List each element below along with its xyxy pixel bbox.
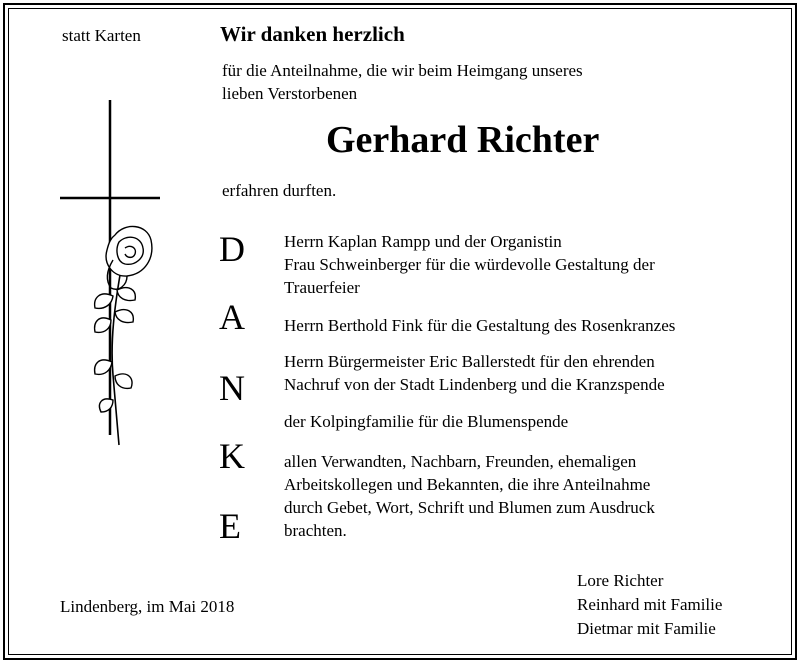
danke-letter-k: K <box>219 436 245 476</box>
thanks-entry-5 <box>284 450 655 542</box>
danke-letter-a: A <box>219 297 245 337</box>
thanks-line: Herrn Berthold Fink für die Gestaltung des Rosenkranzes <box>284 316 676 335</box>
thanks-line: Trauerfeier <box>284 278 360 297</box>
thanks-entry-4 <box>284 410 568 433</box>
place-date: Lindenberg, im Mai 2018 <box>60 597 235 616</box>
thanks-entry-3 <box>284 350 665 396</box>
danke-letter-d: D <box>219 229 245 269</box>
intro-line-1: für die Anteilnahme, die wir beim Heimgang unseres <box>222 61 583 80</box>
thanks-line: durch Gebet, Wort, Schrift und Blumen zum Ausdruck <box>284 498 655 517</box>
intro-line-2: lieben Verstorbenen <box>222 84 358 103</box>
thanks-line: der Kolpingfamilie für die Blumenspende <box>284 412 569 431</box>
deceased-name: Gerhard Richter <box>326 119 600 161</box>
thanks-entry-2 <box>284 314 675 337</box>
thanks-line: Herrn Bürgermeister Eric Ballerstedt für den ehrenden <box>284 352 655 371</box>
thanks-line: allen Verwandten, Nachbarn, Freunden, ehemaligen <box>284 452 637 471</box>
card-heading: Wir danken herzlich <box>220 22 405 46</box>
danke-letter-n: N <box>219 368 245 408</box>
signer-name: Dietmar mit Familie <box>577 619 716 638</box>
thanks-line: Nachruf von der Stadt Lindenberg und die Kranzspende <box>284 375 665 394</box>
thanks-line: Arbeitskollegen und Bekannten, die ihre Anteilnahme <box>284 475 651 494</box>
danke-letter-e: E <box>219 506 241 546</box>
signer-name: Reinhard mit Familie <box>577 595 723 614</box>
rose-icon <box>95 226 152 445</box>
signer-name: Lore Richter <box>577 571 664 590</box>
thanks-line: Herrn Kaplan Rampp und der Organistin <box>284 232 562 251</box>
thanks-entry-1 <box>284 230 655 299</box>
signers-block <box>577 569 722 641</box>
experienced-line: erfahren durften. <box>222 181 337 200</box>
cross-icon <box>55 100 165 450</box>
thanks-line: Frau Schweinberger für die würdevolle Gestaltung der <box>284 255 655 274</box>
statt-karten-label: statt Karten <box>62 26 141 45</box>
thanks-line: brachten. <box>284 521 347 540</box>
